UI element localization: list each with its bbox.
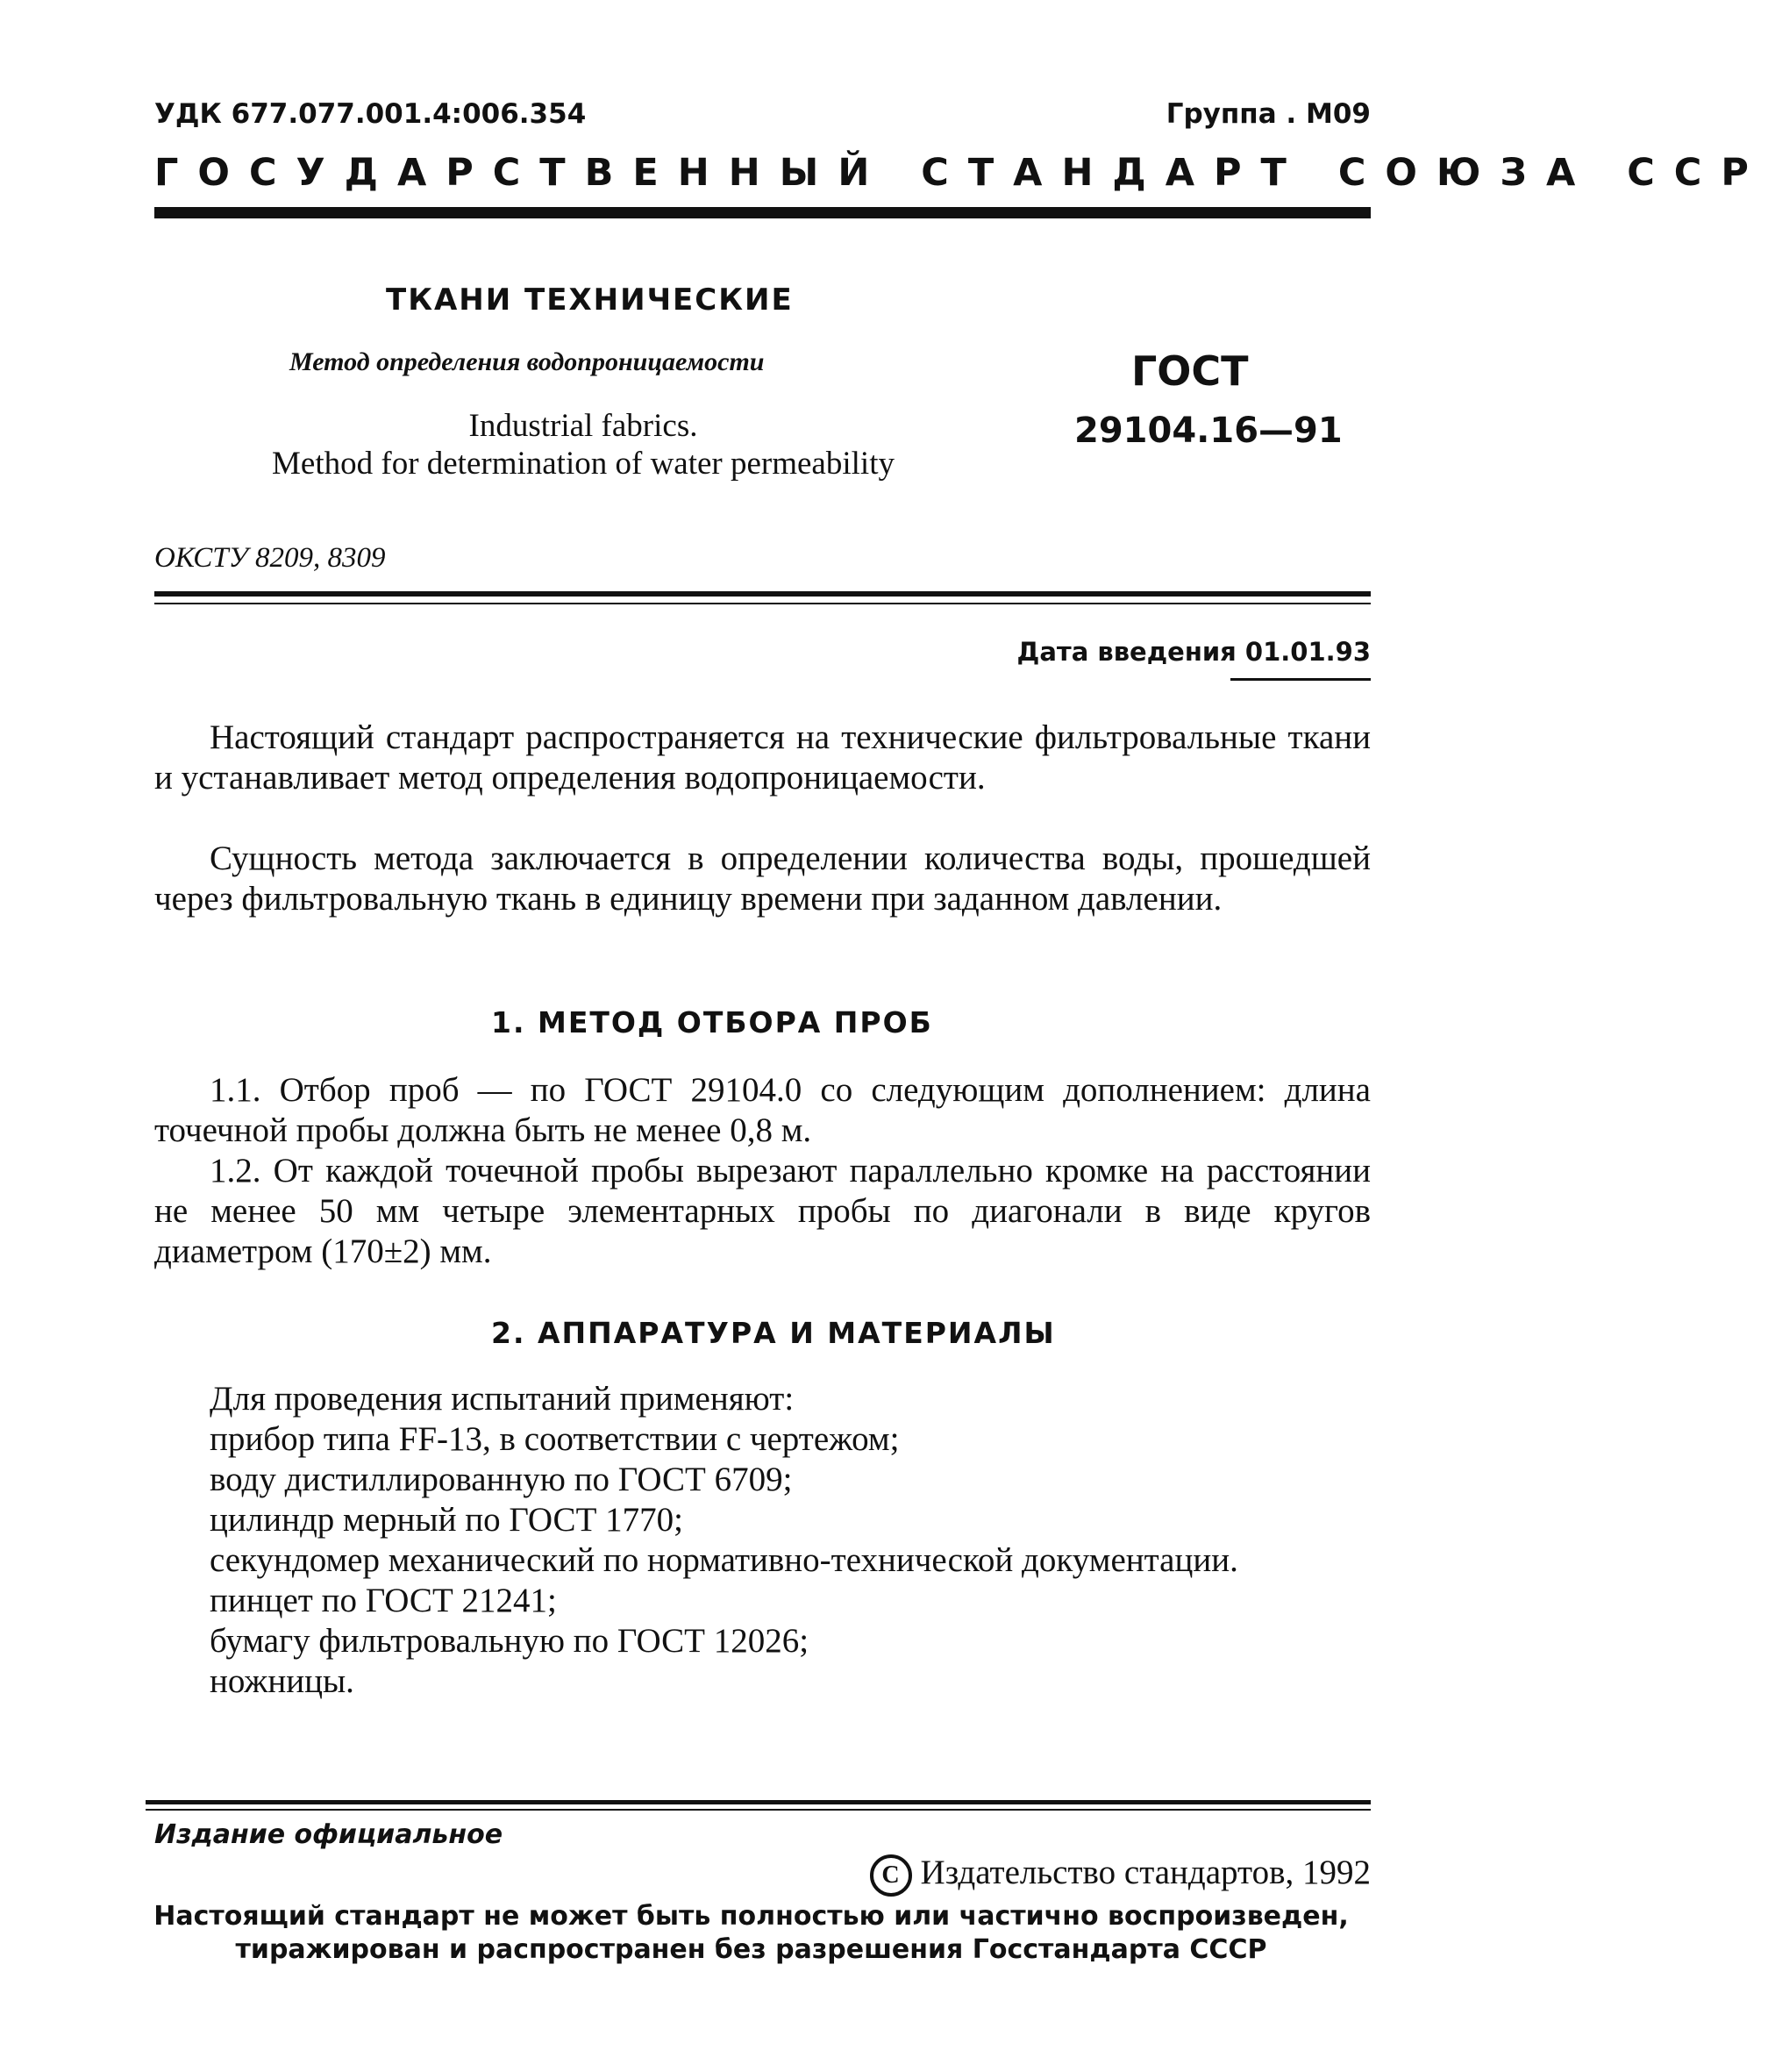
clause-1-2-text: 1.2. От каждой точечной пробы вырезают параллельно кромке на расстоянии не менее 50 мм четыре элементарных пробы по диагонали в виде кругов диаметром (170±2) мм. [154,1152,1371,1270]
subtitle-en-line-2: Method for determination of water permeability [272,446,895,482]
document-title: ТКАНИ ТЕХНИЧЕСКИЕ [386,282,794,318]
subtitle-en-line-1: Industrial fabrics. [468,408,698,444]
date-introduced: Дата введения 01.01.93 [1016,637,1371,667]
document-subtitle-en [228,407,938,482]
document-subtitle-ru: Метод определения водопроницаемости [289,347,765,376]
list-item: Для проведения испытаний применяют: [210,1380,795,1418]
section-1-heading: 1. МЕТОД ОТБОРА ПРОБ [491,1005,933,1040]
oksu-thin-rule [154,603,1371,604]
okstu-code: ОКСТУ 8209, 8309 [154,542,386,574]
clause-1-1-text: 1.1. Отбор проб — по ГОСТ 29104.0 со следующим дополнением: длина точечной пробы должна быть не менее 0,8 м. [154,1071,1371,1149]
copyright-icon: С [870,1854,912,1897]
footer-thick-rule [146,1800,1371,1804]
intro-paragraph-1 [154,718,1371,798]
notice-line-2: тиражирован и распространен без разрешения Госстандарта СССР [235,1934,1267,1965]
list-item: ножницы. [210,1662,354,1700]
gost-number: 29104.16—91 [1074,411,1343,451]
list-item: секундомер механический по нормативно-технической документации. [210,1541,1238,1579]
intro-text-1: Настоящий стандарт распространяется на технические фильтровальные ткани и устанавливает метод определения водопроницаемости. [154,718,1371,797]
date-underline [1230,678,1371,681]
clause-1-1 [154,1070,1371,1151]
udk-code: УДК 677.077.001.4:006.354 [154,98,587,130]
equipment-list [154,1379,1371,1702]
list-item: бумагу фильтровальную по ГОСТ 12026; [210,1622,809,1660]
list-item: воду дистиллированную по ГОСТ 6709; [210,1461,793,1498]
reproduction-notice [132,1900,1371,1967]
intro-paragraph-2 [154,839,1371,919]
list-item: пинцет по ГОСТ 21241; [210,1582,557,1619]
header-thick-rule [154,207,1371,218]
group-code: Группа . М09 [1166,98,1371,130]
gost-label: ГОСТ [1131,347,1249,395]
list-item: прибор типа FF-13, в соответствии с чертежом; [210,1420,900,1458]
clause-1-2 [154,1151,1371,1272]
list-item: цилиндр мерный по ГОСТ 1770; [210,1501,683,1539]
intro-text-2: Сущность метода заключается в определении количества воды, прошедшей через фильтровальную ткань в единицу времени при заданном давлении. [154,840,1371,918]
official-edition-label: Издание официальное [154,1819,503,1850]
notice-line-1: Настоящий стандарт не может быть полностью или частично воспроизведен, [153,1901,1349,1932]
oksu-thick-rule [154,591,1371,597]
section-2-heading: 2. АППАРАТУРА И МАТЕРИАЛЫ [491,1316,1056,1350]
copyright-line [870,1853,1371,1897]
state-standard-banner: ГОСУДАРСТВЕННЫЙ СТАНДАРТ СОЮЗА ССР [154,151,1768,195]
footer-thin-rule [146,1809,1371,1811]
copyright-text: Издательство стандартов, 1992 [920,1854,1371,1891]
